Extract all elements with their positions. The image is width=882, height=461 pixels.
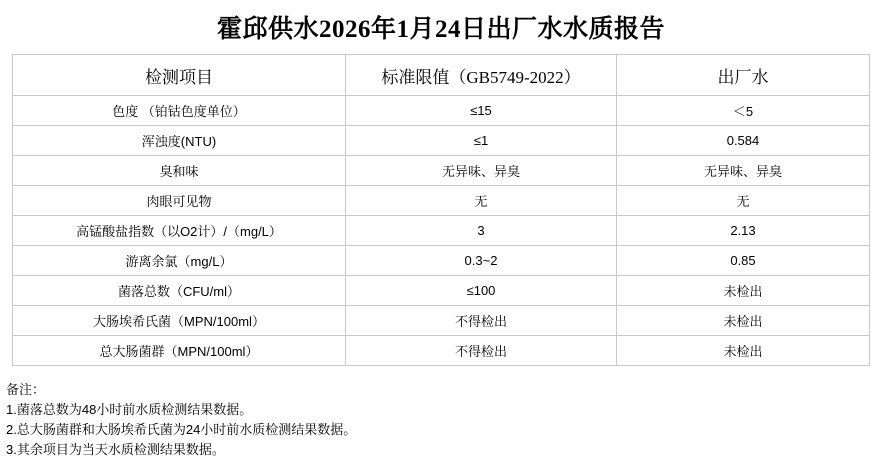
note-line-2: 2.总大肠菌群和大肠埃希氏菌为24小时前水质检测结果数据。 [6, 422, 357, 438]
cell-outlet: 未检出 [617, 276, 870, 306]
table-row [13, 336, 870, 366]
table-row [13, 276, 870, 306]
cell-outlet: ＜5 [617, 96, 870, 126]
cell-standard: ≤15 [346, 96, 617, 126]
cell-outlet: 无异味、异臭 [617, 156, 870, 186]
column-header-item: 检测项目 [13, 55, 346, 96]
cell-item: 菌落总数（CFU/ml） [13, 276, 346, 306]
table-row [13, 216, 870, 246]
table-header-row [13, 55, 870, 96]
note-line-1: 1.菌落总数为48小时前水质检测结果数据。 [6, 402, 253, 418]
notes-section [6, 380, 882, 461]
note-line-3: 3.其余项目为当天水质检测结果数据。 [6, 442, 225, 458]
cell-item: 浑浊度(NTU) [13, 126, 346, 156]
table-body [13, 96, 870, 366]
table-row [13, 96, 870, 126]
table-row [13, 186, 870, 216]
cell-outlet: 未检出 [617, 306, 870, 336]
column-header-outlet: 出厂水 [617, 55, 870, 96]
cell-item: 总大肠菌群（MPN/100ml） [13, 336, 346, 366]
table-header [13, 55, 870, 96]
table-row [13, 126, 870, 156]
cell-standard: 不得检出 [346, 306, 617, 336]
cell-outlet: 0.584 [617, 126, 870, 156]
column-header-standard: 标准限值（GB5749-2022） [346, 55, 617, 96]
page-title: 霍邱供水2026年1月24日出厂水水质报告 [216, 16, 665, 43]
cell-outlet: 2.13 [617, 216, 870, 246]
table-row [13, 246, 870, 276]
cell-item: 游离余氯（mg/L） [13, 246, 346, 276]
cell-standard: ≤100 [346, 276, 617, 306]
cell-item: 臭和味 [13, 156, 346, 186]
cell-item: 色度 （铂钴色度单位） [13, 96, 346, 126]
water-quality-table [12, 54, 870, 366]
cell-standard: 无异味、异臭 [346, 156, 617, 186]
cell-standard: 不得检出 [346, 336, 617, 366]
cell-standard: 3 [346, 216, 617, 246]
cell-item: 大肠埃希氏菌（MPN/100ml） [13, 306, 346, 336]
notes-label: 备注： [6, 382, 46, 397]
cell-outlet: 无 [617, 186, 870, 216]
cell-standard: 0.3~2 [346, 246, 617, 276]
cell-outlet: 0.85 [617, 246, 870, 276]
cell-standard: 无 [346, 186, 617, 216]
cell-standard: ≤1 [346, 126, 617, 156]
cell-item: 肉眼可见物 [13, 186, 346, 216]
cell-item: 高锰酸盐指数（以O2计）/（mg/L） [13, 216, 346, 246]
table-row [13, 156, 870, 186]
table-row [13, 306, 870, 336]
cell-outlet: 未检出 [617, 336, 870, 366]
